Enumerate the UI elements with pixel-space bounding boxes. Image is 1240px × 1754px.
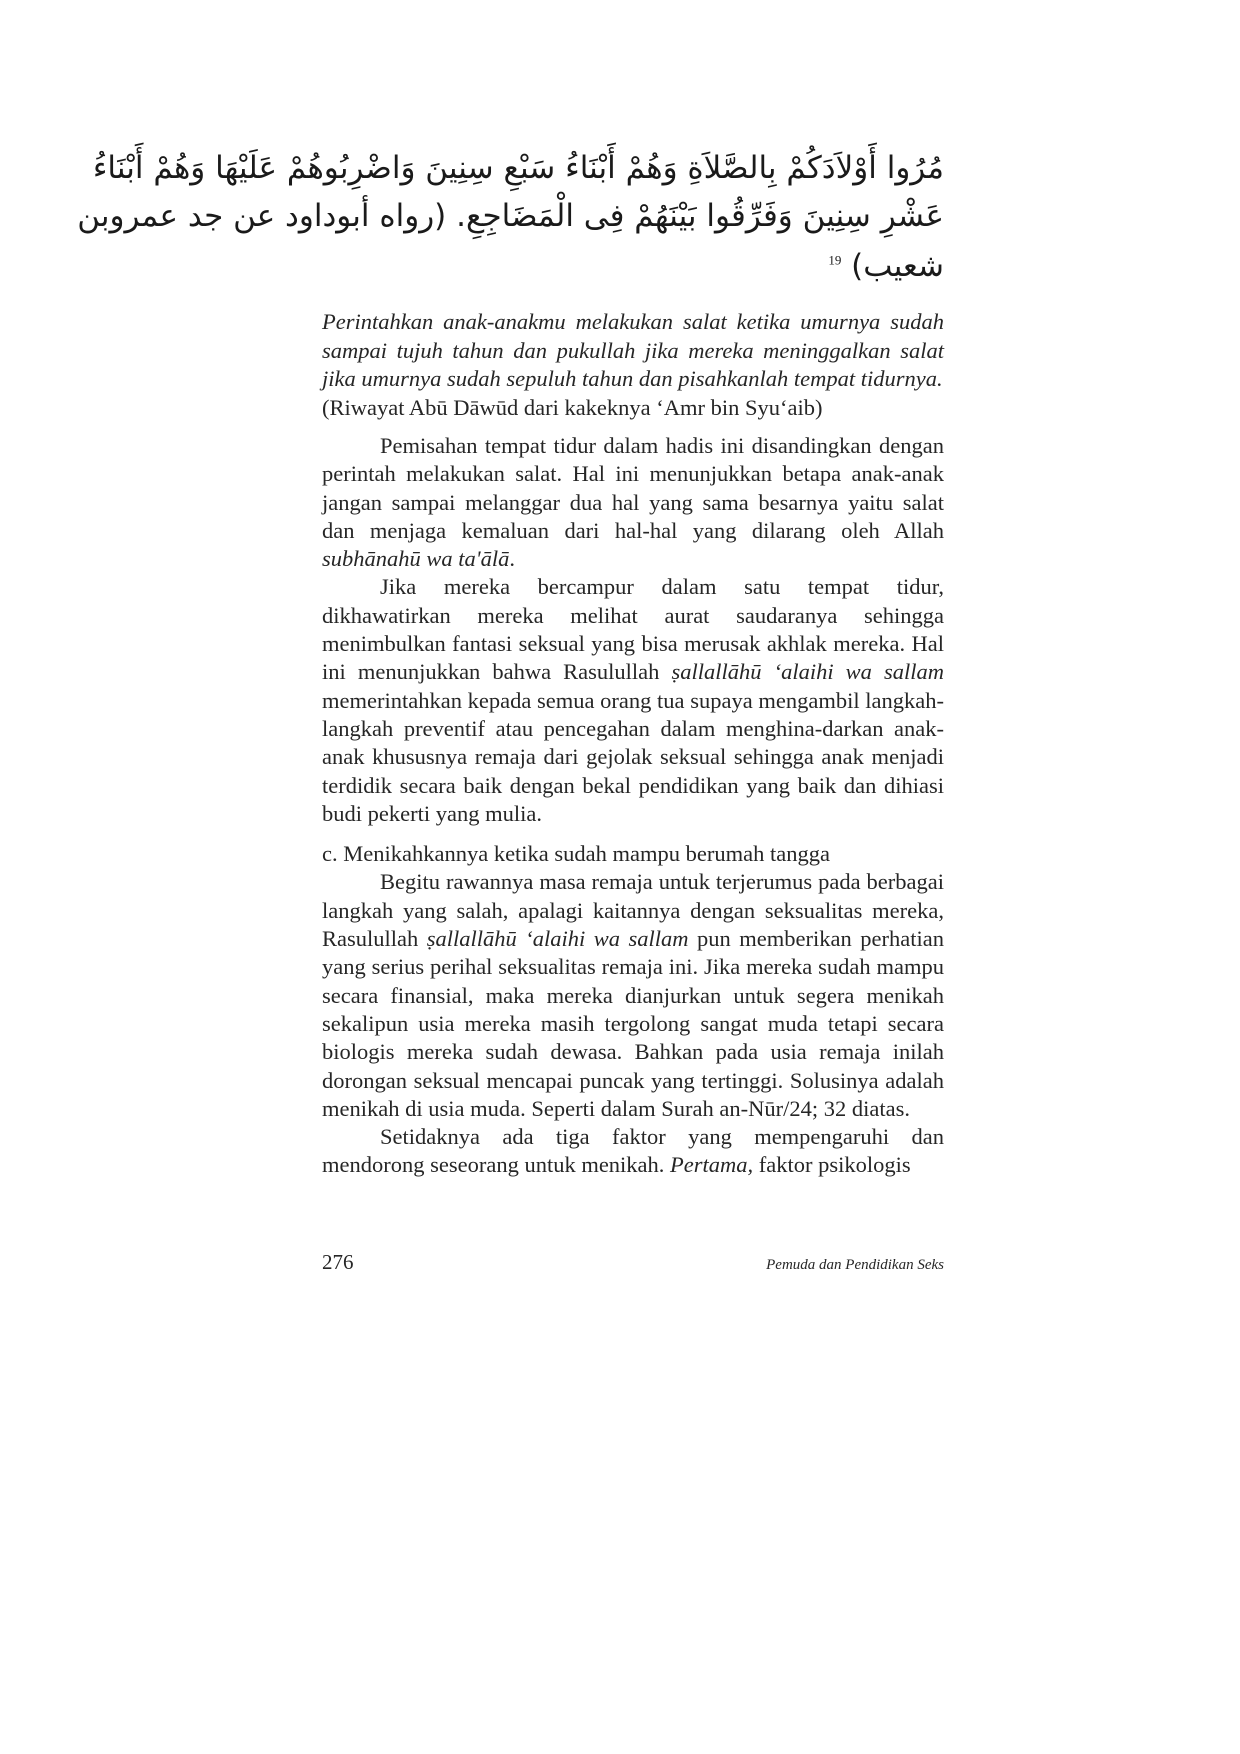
paragraph-1: Pemisahan tempat tidur dalam hadis ini disandingkan dengan perintah melakukan salat. Hal ini menunjukkan betapa anak-anak jangan sampai melanggar dua hal yang sama besarnya yaitu salat dan menjaga kemaluan dari hal-hal yang dilarang oleh Allah subhānahū wa ta'ālā. [322,433,944,572]
footnote-marker: 19 [828,252,842,268]
honorific-term: ṣallallāhū ‘alaihi wa sallam [426,926,689,952]
running-title: Pemuda dan Pendidikan Seks [766,1257,944,1273]
arabic-hadith-line-3 [322,248,944,284]
page-number: 276 [322,1250,354,1274]
hadith-translation [322,308,944,422]
arabic-hadith-line-1: مُرُوا أَوْلاَدَكُمْ بِالصَّلاَةِ وَهُمْ أَبْنَاءُ سَبْعِ سِنِينَ وَاضْرِبُوهُمْ عَلَيْهَا وَهُمْ أَبْنَاءُ [92,150,944,186]
page-footer [322,1250,944,1275]
body-text [322,432,944,1180]
honorific-term: ṣallallāhū ‘alaihi wa sallam [671,659,944,685]
emphasis-term: Pertama, [670,1152,754,1178]
paragraph-3: Begitu rawannya masa remaja untuk terjerumus pada berbagai langkah yang salah, apalagi kaitannya dengan seksualitas mereka, Rasulullah ṣallallāhū ‘alaihi wa sallam pun memberikan perhatian yang serius perihal seksualitas remaja ini. Jika mereka sudah mampu secara finansial, maka mereka dianjurkan untuk segera menikah sekalipun usia mereka masih tergolong sangat muda tetapi secara biologis mereka sudah dewasa. Bahkan pada usia remaja inilah dorongan seksual mencapai puncak yang tertinggi. Solusinya adalah menikah di usia muda. Seperti dalam Surah an-Nūr/24; 32 diatas. [322,869,944,1121]
section-heading-c: c. Menikahkannya ketika sudah mampu berumah tangga [322,841,830,867]
paragraph-2: Jika mereka bercampur dalam satu tempat tidur, dikhawatirkan mereka melihat aurat saudaranya sehingga menimbulkan fantasi seksual yang bisa merusak akhlak mereka. Hal ini menunjukkan bahwa Rasulullah ṣallallāhū ‘alaihi wa sallam memerintahkan kepada semua orang tua supaya mengambil langkah-langkah preventif atau pencegahan dalam menghina-darkan anak-anak khususnya remaja dari gejolak seksual sehingga anak menjadi terdidik secara baik dengan bekal pendidikan yang baik dan dihiasi budi pekerti yang mulia. [322,574,944,826]
translation-text: Perintahkan anak-anakmu melakukan salat ketika umurnya sudah sampai tujuh tahun dan pukullah jika mereka meninggalkan salat jika umurnya sudah sepuluh tahun dan pisahkanlah tempat tidurnya. [322,309,944,391]
paragraph-4: Setidaknya ada tiga faktor yang mempengaruhi dan mendorong seseorang untuk menikah. Pertama, faktor psikologis [322,1124,944,1178]
arabic-hadith-line-2: عَشْرِ سِنِينَ وَفَرِّقُوا بَيْنَهُمْ فِى الْمَضَاجِعِ. (رواه أبوداود عن جد عمروبن [77,198,944,234]
arabic-hadith-narrator: شعيب) [851,248,944,284]
honorific-term: subhānahū wa ta'ālā [322,546,510,572]
translation-source: (Riwayat Abū Dāwūd dari kakeknya ‘Amr bin Syu‘aib) [322,394,823,420]
